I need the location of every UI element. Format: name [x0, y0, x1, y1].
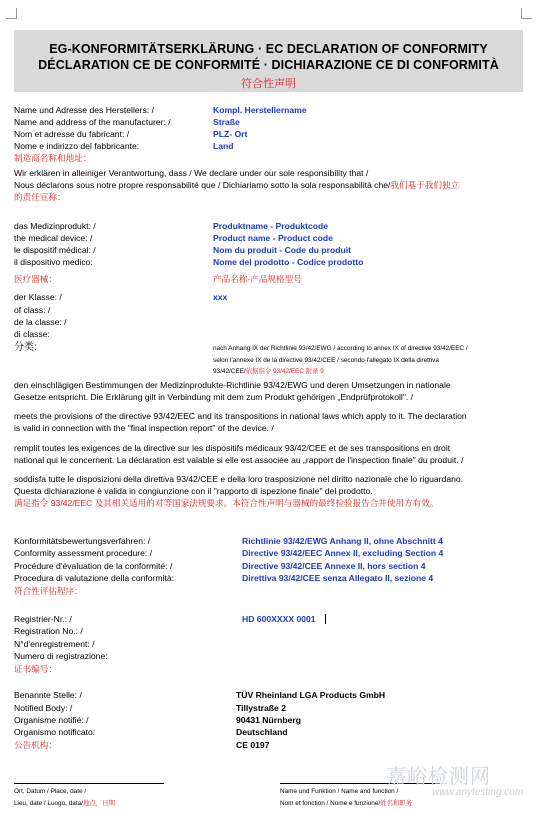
notified-body-label-de: Benannte Stelle: / [14, 690, 82, 700]
assessment-label-it: Procedura di valutazione della conformità: [14, 573, 175, 583]
notified-body-label-en: Notified Body: / [14, 703, 73, 713]
paragraph-fr-line-1: remplit toutes les exigences de la directive sur les dispositifs médicaux 93/42/CEE et de ses transpositions en droit [14, 443, 451, 453]
paragraph-de-line-1: den einschlägigen Bestimmungen der Medizinprodukte-Richtlinie 93/42/EWG und deren Umsetzungen in nationale [14, 380, 451, 390]
manufacturer-label-en: Name and address of the manufacturer: / [14, 117, 171, 127]
watermark-chinese: 嘉峪检测网 [386, 766, 491, 788]
class-label-cn: 分类: [14, 342, 37, 353]
paragraph-fr-line-2: national qui le concernent. La déclaration est valable si elle est associée au „rapport de l'inspection finale" du produit. / [14, 455, 464, 465]
registration-label-cn: 证书编号： [14, 664, 57, 674]
device-name-de: Produktname - Produktcode [213, 221, 329, 231]
assessment-label-de: Konformitätsbewertungsverfahren: / [14, 536, 151, 546]
manufacturer-city-value: PLZ- Ort [213, 129, 248, 139]
paragraph-it-line-2: Questa dichiarazione è valida in congiunzione con il "rapporto di ispezione finale" del prodotto. [14, 486, 373, 496]
notified-body-name: TÜV Rheinland LGA Products GmbH [236, 690, 386, 700]
class-label-fr: de la classe: / [14, 317, 67, 327]
declare-line-3-cn: 的责任宣称： [14, 192, 66, 202]
manufacturer-label-cn: 制造商名称和地址： [14, 153, 92, 163]
assessment-value-it: Direttiva 93/42/CEE senza Allegato II, sezione 4 [242, 573, 434, 583]
class-value: xxx [213, 292, 228, 302]
device-label-it: il dispositivo medico: [14, 257, 93, 267]
name-function-label-2 [280, 800, 412, 808]
device-name-en: Product name - Product code [213, 233, 333, 243]
manufacturer-name-value: Kompl. Herstellername [213, 105, 307, 115]
declare-line-2 [14, 180, 459, 191]
paragraph-de-line-2: Gesetze entspricht. Die Erklärung gilt in Verbindung mit dem zum Produkt gehörigen „Endprüfprotokoll". / [14, 392, 414, 402]
registration-label-en: Registration No.: / [14, 626, 83, 636]
device-name-cn: 产品名称-产品规格型号 [213, 274, 302, 284]
document-header [14, 30, 523, 92]
device-name-it: Nome del prodotto - Codice prodotto [213, 257, 364, 267]
registration-number-value[interactable]: HD 600XXXX 0001 [242, 614, 316, 624]
class-label-de: der Klasse: / [14, 292, 62, 302]
class-note-line-3 [213, 368, 324, 376]
class-label-it: di classe: [14, 329, 50, 339]
paragraph-it-line-1: soddisfa tutte le disposizioni della direttiva 93/42/CEE e della loro trasposizione nel diritto nazionale che lo riguardano. [14, 474, 464, 484]
assessment-label-cn: 符合性评估程序： [14, 586, 83, 596]
name-function-label-2-cn: 姓名和职务 [380, 800, 413, 807]
device-label-de: das Medizinprodukt: / [14, 221, 96, 231]
notified-body-street: Tillystraße 2 [236, 703, 286, 713]
declare-line-1: Wir erklären in alleiniger Verantwortung, dass / We declare under our sole responsibility that / [14, 168, 369, 178]
paragraph-en-line-2: is valid in connection with the "final inspection report" of the device. / [14, 423, 274, 433]
name-function-label-2-text: Nom et fonction / Nome e funzione/ [280, 800, 381, 807]
notified-body-label-cn: 公告机构： [14, 740, 57, 750]
header-title-chinese: 符合性声明 [241, 78, 296, 90]
assessment-label-en: Conformity assessment procedure: / [14, 548, 153, 558]
place-date-label-2-cn: 地点，日期 [82, 800, 115, 807]
place-date-label-2-text: Lieu, date / Luogo, data/ [14, 800, 83, 807]
manufacturer-label-it: Nome e indirizzo del fabbricante: [14, 141, 140, 151]
name-function-label-1: Name und Funktion / Name and function / [280, 788, 399, 795]
paragraph-cn: 满足指令 93/42/EEC 及其相关适用的对等国家法规要求。本符合性声明与器械的最终检验报告合并使用方有效。 [14, 498, 439, 508]
notified-body-ce-number: CE 0197 [236, 740, 270, 750]
header-title-line1: EG-KONFORMITÄTSERKLÄRUNG · EC DECLARATION OF CONFORMITY [49, 42, 488, 56]
assessment-value-de: Richtlinie 93/42/EWG Anhang II, ohne Abschnitt 4 [242, 536, 443, 546]
crop-mark-top-left [6, 8, 17, 19]
class-label-en: of class: / [14, 305, 51, 315]
class-note-line-3-cn: 依据指令 93/42/EEC 附录 9 [245, 368, 324, 375]
declare-line-2-cn: 我们基于我们独立 [390, 180, 460, 190]
registration-label-de: Registrier-Nr.: / [14, 614, 72, 624]
notified-body-country: Deutschland [236, 727, 288, 737]
device-label-cn: 医疗器械： [14, 274, 57, 284]
registration-label-fr: N°d'enregistrement: / [14, 639, 95, 649]
assessment-label-fr: Procédure d'évaluation de la conformité: / [14, 561, 173, 571]
manufacturer-label-de: Name und Adresse des Herstellers: / [14, 105, 154, 115]
class-note-line-3-text: 93/42/CEE/ [213, 368, 246, 375]
place-date-label-1: Ort, Datum / Place, date / [14, 788, 87, 795]
device-name-fr: Nom du produit - Code du produit [213, 245, 351, 255]
registration-label-it: Numero di registrazione: [14, 651, 108, 661]
device-label-en: the medical device: / [14, 233, 93, 243]
header-title-line2: DÉCLARATION CE DE CONFORMITÉ · DICHIARAZIONE CE DI CONFORMITÀ [38, 58, 499, 72]
notified-body-label-fr: Organisme notifié: / [14, 715, 89, 725]
text-cursor [325, 614, 326, 624]
manufacturer-label-fr: Nom et adresse du fabricant: / [14, 129, 130, 139]
manufacturer-street-value: Straße [213, 117, 240, 127]
manufacturer-country-value: Land [213, 141, 234, 151]
assessment-value-fr: Directive 93/42/CEE Annexe II, hors section 4 [242, 561, 426, 571]
place-date-line [14, 783, 164, 784]
notified-body-city: 90431 Nürnberg [236, 715, 301, 725]
device-label-fr: le dispositif médical: / [14, 245, 96, 255]
place-date-label-2 [14, 800, 115, 808]
class-note-line-1: nach Anhang IX der Richtlinie 93/42/EWG / according to annex IX of directive 93/42/EEC / [213, 345, 468, 352]
notified-body-label-it: Organismo notificato: [14, 727, 96, 737]
class-note-line-2: selon l'annexe IX de la directive 93/42/CEE / secondo l'allegato IX della direttiva [213, 357, 439, 364]
crop-mark-top-right [521, 8, 532, 19]
assessment-value-en: Directive 93/42/EEC Annex II, excluding Section 4 [242, 548, 444, 558]
declare-line-2-text: Nous déclarons sous notre propre responsabilité que / Dichiariamo sotto la sola responsabilità che/ [14, 180, 391, 190]
watermark-url: www.anytesting.com [432, 787, 524, 798]
paragraph-en-line-1: meets the provisions of the directive 93/42/EEC and its transpositions in national laws which apply to it. The declaration [14, 411, 467, 421]
